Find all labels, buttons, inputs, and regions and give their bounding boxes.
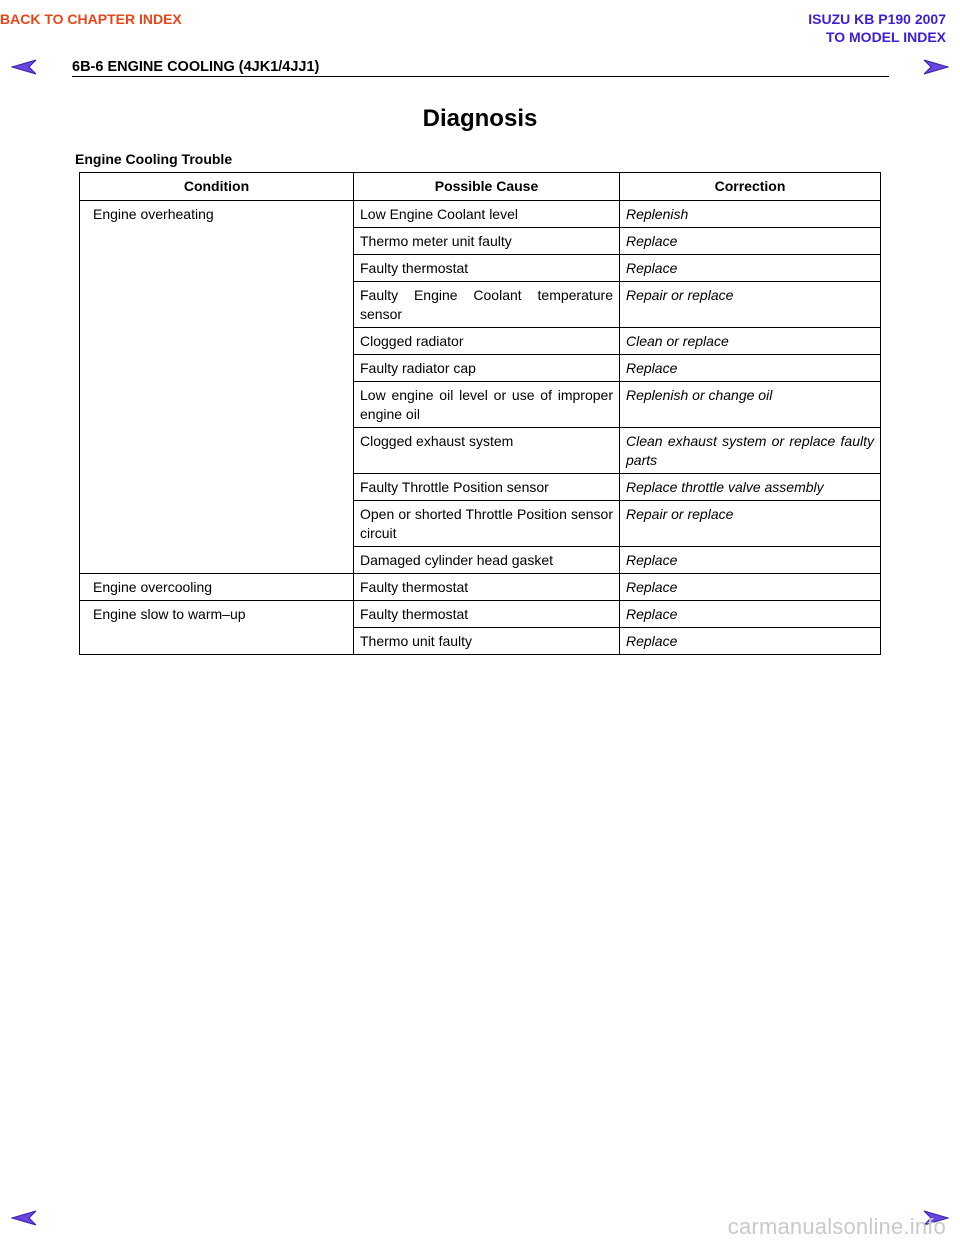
correction-cell: Replace xyxy=(620,255,881,282)
condition-cell xyxy=(80,382,354,428)
table-row xyxy=(80,282,881,328)
section-header-title: 6B-6 ENGINE COOLING (4JK1/4JJ1) xyxy=(72,59,320,75)
correction-cell: Replenish xyxy=(620,201,881,228)
correction-cell: Repair or replace xyxy=(620,282,881,328)
condition-cell: Engine overcooling xyxy=(80,574,354,601)
correction-cell: Replace xyxy=(620,228,881,255)
table-row xyxy=(80,255,881,282)
table-row xyxy=(80,201,881,228)
condition-cell xyxy=(80,255,354,282)
table-row xyxy=(80,474,881,501)
column-header-condition: Condition xyxy=(80,173,354,201)
condition-cell xyxy=(80,501,354,547)
possible-cause-cell: Thermo meter unit faulty xyxy=(354,228,620,255)
column-header-possible-cause: Possible Cause xyxy=(354,173,620,201)
condition-cell xyxy=(80,628,354,655)
correction-cell: Clean or replace xyxy=(620,328,881,355)
condition-cell xyxy=(80,328,354,355)
possible-cause-cell: Faulty thermostat xyxy=(354,574,620,601)
possible-cause-cell: Damaged cylinder head gasket xyxy=(354,547,620,574)
table-header-row xyxy=(80,173,881,201)
table-row xyxy=(80,628,881,655)
correction-cell: Replace throttle valve assembly xyxy=(620,474,881,501)
possible-cause-cell: Low Engine Coolant level xyxy=(354,201,620,228)
page-heading: Diagnosis xyxy=(422,105,538,132)
table-row xyxy=(80,355,881,382)
correction-cell: Replenish or change oil xyxy=(620,382,881,428)
diagnosis-table xyxy=(79,172,881,655)
possible-cause-cell: Faulty radiator cap xyxy=(354,355,620,382)
condition-cell xyxy=(80,355,354,382)
table-row xyxy=(80,574,881,601)
table-row xyxy=(80,547,881,574)
table-row xyxy=(80,601,881,628)
watermark: carmanualsonline.info xyxy=(727,1214,946,1239)
correction-cell: Clean exhaust system or replace faulty parts xyxy=(620,428,881,474)
possible-cause-cell: Clogged radiator xyxy=(354,328,620,355)
correction-cell: Repair or replace xyxy=(620,501,881,547)
column-header-correction: Correction xyxy=(620,173,881,201)
table-row xyxy=(80,428,881,474)
condition-cell xyxy=(80,282,354,328)
possible-cause-cell: Faulty thermostat xyxy=(354,601,620,628)
table-row xyxy=(80,228,881,255)
possible-cause-cell: Faulty Engine Coolant temperature sensor xyxy=(354,282,620,328)
correction-cell: Replace xyxy=(620,601,881,628)
condition-cell: Engine overheating xyxy=(80,201,354,228)
condition-cell xyxy=(80,474,354,501)
previous-page-bottom-arrow-icon[interactable] xyxy=(11,1210,37,1226)
previous-page-arrow-icon[interactable] xyxy=(11,59,37,75)
next-page-arrow-icon[interactable] xyxy=(923,59,949,75)
header-divider xyxy=(72,76,889,77)
table-row xyxy=(80,501,881,547)
condition-cell: Engine slow to warm–up xyxy=(80,601,354,628)
possible-cause-cell: Faulty thermostat xyxy=(354,255,620,282)
table-row xyxy=(80,328,881,355)
possible-cause-cell: Open or shorted Throttle Position sensor circuit xyxy=(354,501,620,547)
table-body xyxy=(80,201,881,655)
back-to-chapter-index-link[interactable]: BACK TO CHAPTER INDEX xyxy=(0,11,182,27)
table-caption: Engine Cooling Trouble xyxy=(75,151,233,167)
condition-cell xyxy=(80,547,354,574)
condition-cell xyxy=(80,228,354,255)
correction-cell: Replace xyxy=(620,628,881,655)
possible-cause-cell: Faulty Throttle Position sensor xyxy=(354,474,620,501)
to-model-index-link[interactable]: TO MODEL INDEX xyxy=(825,29,946,45)
condition-cell xyxy=(80,428,354,474)
possible-cause-cell: Low engine oil level or use of improper engine oil xyxy=(354,382,620,428)
possible-cause-cell: Thermo unit faulty xyxy=(354,628,620,655)
model-title-link[interactable]: ISUZU KB P190 2007 xyxy=(808,11,946,27)
correction-cell: Replace xyxy=(620,547,881,574)
correction-cell: Replace xyxy=(620,355,881,382)
correction-cell: Replace xyxy=(620,574,881,601)
possible-cause-cell: Clogged exhaust system xyxy=(354,428,620,474)
table-row xyxy=(80,382,881,428)
